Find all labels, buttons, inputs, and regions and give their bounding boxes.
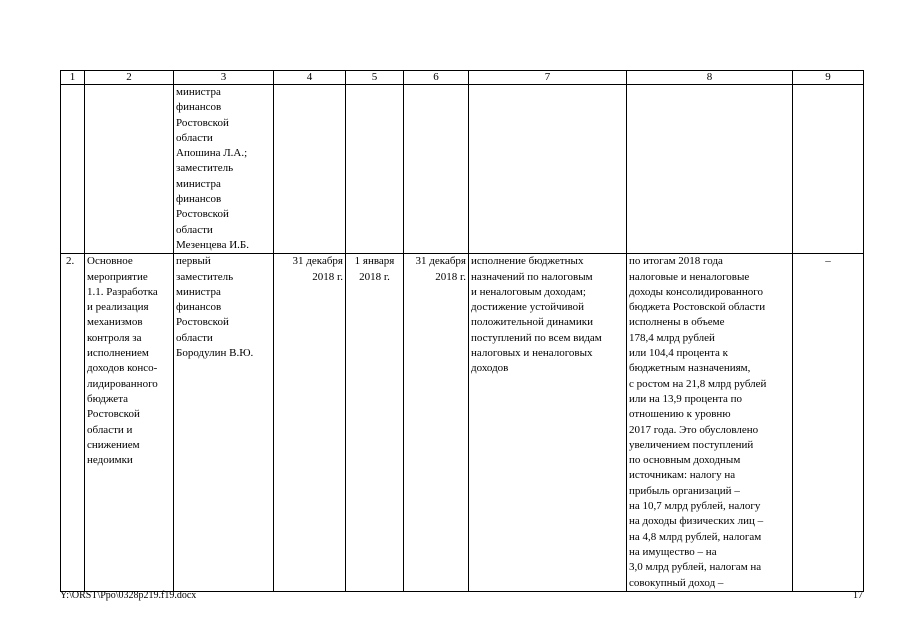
cell-text-line: министра: [176, 86, 221, 98]
cell-text-line: Мезенцева И.Б.: [176, 238, 249, 251]
cell-text-line: первый: [176, 255, 211, 268]
cell-text-line: достижение устойчивой: [471, 301, 585, 314]
cell-text-line: или 104,4 процента к: [629, 347, 728, 360]
actual-result-cell: [627, 254, 793, 592]
cell-text-line: финансов: [176, 101, 222, 114]
cell-text-line: положительной динамики: [471, 316, 593, 329]
cell-text-line: министра: [176, 177, 221, 190]
cell-text-line: исполнены в объеме: [629, 316, 725, 329]
cell-text-line: бюджета: [87, 392, 129, 405]
table-row-continued: [61, 85, 864, 254]
cell-text-line: на 4,8 млрд рублей, налогам: [629, 530, 762, 543]
cell-text-line: недоимки: [87, 454, 133, 467]
row-number: 2.: [61, 254, 85, 592]
cell-text-line: 178,4 млрд рублей: [629, 331, 715, 344]
cell-text-line: Апошина Л.А.;: [176, 147, 248, 160]
footer-file-path: Y:\ORST\Ppo\0328p219.f19.docx: [60, 590, 197, 601]
actual-start-date-cell: [346, 254, 404, 592]
cell-text-line: Основное: [87, 255, 133, 268]
cell-text-line: прибыль организаций –: [629, 484, 740, 497]
page-number: 17: [853, 590, 863, 601]
cell-text-line: финансов: [176, 193, 222, 206]
cell-text-line: 2018 г.: [359, 270, 390, 283]
cell-text-line: 2018 г.: [435, 270, 466, 283]
cell-text-line: увеличением поступлений: [629, 438, 754, 451]
header-row: [61, 71, 864, 85]
cell-text-line: лидированного: [87, 377, 158, 390]
cell-text-line: области: [176, 223, 213, 236]
header-cell-5: 5: [346, 71, 404, 85]
cell-text-line: по итогам 2018 года: [629, 255, 723, 268]
cell-text-line: 1.1. Разработка: [87, 285, 158, 298]
cell-text-line: механизмов: [87, 316, 143, 329]
cell-text-line: заместитель: [176, 270, 234, 283]
header-cell-8: 8: [627, 71, 793, 85]
header-cell-2: 2: [85, 71, 174, 85]
cell-text-line: Бородулин В.Ю.: [176, 347, 254, 360]
cell-text-line: и неналоговым доходам;: [471, 285, 586, 298]
cell-text-line: доходы консолидированного: [629, 285, 764, 298]
cell-text-line: бюджета Ростовской области: [629, 301, 766, 314]
cell-text-line: области: [176, 331, 213, 344]
cell-text-line: контроля за: [87, 331, 142, 344]
cell-text-line: заместитель: [176, 162, 234, 175]
cell-text-line: исполнение бюджетных: [471, 255, 584, 268]
issues-cell: –: [793, 254, 864, 592]
responsible-cell: [174, 85, 274, 254]
cell-text-line: министра: [176, 285, 221, 298]
header-cell-4: 4: [274, 71, 346, 85]
header-cell-1: 1: [61, 71, 85, 85]
cell-text-line: области: [176, 131, 213, 144]
planned-result-cell: [469, 254, 627, 592]
cell-text-line: поступлений по всем видам: [471, 331, 602, 344]
table-row: [61, 254, 864, 592]
cell-text-line: на имущество – на: [629, 545, 717, 558]
header-cell-6: 6: [404, 71, 469, 85]
cell-text-line: налоговых и неналоговых: [471, 347, 593, 360]
header-cell-7: 7: [469, 71, 627, 85]
cell-text-line: 2018 г.: [312, 270, 343, 283]
cell-text-line: доходов: [471, 362, 509, 375]
cell-text-line: отношению к уровню: [629, 408, 731, 421]
cell-text-line: на доходы физических лиц –: [629, 515, 764, 528]
cell-text-line: источникам: налогу на: [629, 469, 736, 482]
cell-text-line: с ростом на 21,8 млрд рублей: [629, 377, 767, 390]
cell-text-line: 1 января: [354, 255, 395, 268]
cell-text-line: исполнением: [87, 347, 149, 360]
cell-text-line: области и: [87, 423, 133, 436]
cell-text-line: совокупный доход –: [629, 576, 724, 589]
cell-text-line: налоговые и неналоговые: [629, 270, 750, 283]
cell-text-line: 31 декабря: [415, 255, 466, 268]
cell-text-line: назначений по налоговым: [471, 270, 593, 283]
cell-text-line: 2017 года. Это обусловлено: [629, 423, 759, 436]
responsible-cell: [174, 254, 274, 592]
header-cell-9: 9: [793, 71, 864, 85]
cell-text-line: Ростовской: [176, 208, 229, 221]
cell-text-line: 31 декабря: [292, 255, 343, 268]
report-table: [60, 70, 864, 592]
cell-text-line: 3,0 млрд рублей, налогам на: [629, 561, 762, 574]
cell-text-line: бюджетным назначениям,: [629, 362, 751, 375]
cell-text-line: доходов консо-: [87, 362, 158, 375]
cell-text-line: Ростовской: [176, 316, 229, 329]
planned-end-date-cell: [274, 254, 346, 592]
cell-text-line: финансов: [176, 301, 222, 314]
cell-text-line: или на 13,9 процента по: [629, 392, 743, 405]
cell-text-line: на 10,7 млрд рублей, налогу: [629, 500, 761, 513]
cell-text-line: Ростовской: [87, 408, 140, 421]
cell-text-line: Ростовской: [176, 116, 229, 129]
cell-text-line: по основным доходным: [629, 454, 741, 467]
cell-text-line: снижением: [87, 438, 140, 451]
cell-text-line: и реализация: [87, 301, 149, 314]
cell-text-line: мероприятие: [87, 270, 148, 283]
activity-cell: [85, 254, 174, 592]
header-cell-3: 3: [174, 71, 274, 85]
actual-end-date-cell: [404, 254, 469, 592]
